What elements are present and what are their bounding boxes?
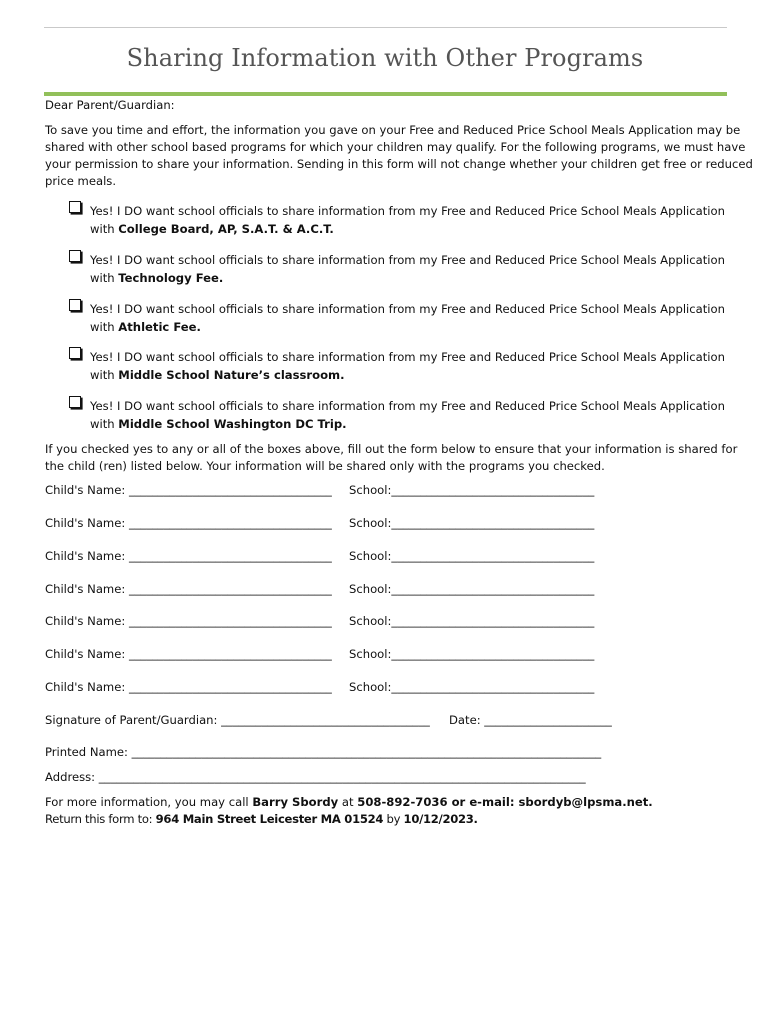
followup-line: the child (ren) listed below. Your information will be shared only with the programs you checked. xyxy=(45,459,605,473)
consent-option-athletic-fee xyxy=(90,300,725,336)
consent-option-college-board xyxy=(90,202,725,238)
consent-suffix: want school officials to share information from my Free and Reduced Price School Meals Application xyxy=(145,350,725,364)
child-name-field[interactable]: Child's Name: ___________________________________ xyxy=(45,647,332,661)
return-prefix: Return this form to: xyxy=(45,812,153,826)
consent-checkbox-athletic-fee[interactable] xyxy=(69,299,81,311)
program-name: Middle School Nature’s classroom. xyxy=(118,368,345,382)
consent-option-technology-fee xyxy=(90,251,725,287)
program-name: Athletic Fee. xyxy=(118,320,201,334)
child-name-field[interactable]: Child's Name: ___________________________________ xyxy=(45,680,332,694)
child-school-field[interactable]: School:___________________________________ xyxy=(349,549,595,563)
title-underline xyxy=(44,92,727,96)
printed-name-field[interactable]: Printed Name: _________________________________________________________________________________ xyxy=(45,745,602,759)
consent-prefix: Yes! I xyxy=(90,204,121,218)
consent-checkbox-technology-fee[interactable] xyxy=(69,250,81,262)
consent-do: DO xyxy=(124,399,143,413)
intro-line: price meals. xyxy=(45,174,117,188)
consent-checkbox-dc-trip[interactable] xyxy=(69,396,81,408)
consent-suffix: want school officials to share information from my Free and Reduced Price School Meals Application xyxy=(145,399,725,413)
return-date: 10/12/2023. xyxy=(403,812,478,826)
consent-with: with xyxy=(90,222,115,236)
consent-prefix: Yes! I xyxy=(90,253,121,267)
consent-with: with xyxy=(90,417,115,431)
child-school-field[interactable]: School:___________________________________ xyxy=(349,647,595,661)
consent-suffix: want school officials to share information from my Free and Reduced Price School Meals Application xyxy=(145,302,725,316)
contact-at: at xyxy=(341,795,354,809)
child-school-field[interactable]: School:___________________________________ xyxy=(349,516,595,530)
child-school-field[interactable]: School:___________________________________ xyxy=(349,582,595,596)
intro-line: To save you time and effort, the information you gave on your Free and Reduced Price School Meals Application may be xyxy=(45,123,741,137)
address-field[interactable]: Address: ____________________________________________________________________________________ xyxy=(45,770,586,784)
consent-with: with xyxy=(90,368,115,382)
followup-line: If you checked yes to any or all of the boxes above, fill out the form below to ensure that your information is shared for xyxy=(45,442,738,456)
contact-name: Barry Sbordy xyxy=(252,795,339,809)
consent-prefix: Yes! I xyxy=(90,302,121,316)
child-school-field[interactable]: School:___________________________________ xyxy=(349,680,595,694)
return-address: 964 Main Street Leicester MA 01524 xyxy=(155,812,384,826)
consent-do: DO xyxy=(124,302,143,316)
consent-suffix: want school officials to share information from my Free and Reduced Price School Meals Application xyxy=(145,253,725,267)
child-school-field[interactable]: School:___________________________________ xyxy=(349,483,595,497)
consent-do: DO xyxy=(124,253,143,267)
program-name: Technology Fee. xyxy=(118,271,224,285)
child-name-field[interactable]: Child's Name: ___________________________________ xyxy=(45,614,332,628)
consent-do: DO xyxy=(124,204,143,218)
signature-field[interactable]: Signature of Parent/Guardian: ____________________________________ xyxy=(45,713,430,727)
child-school-field[interactable]: School:___________________________________ xyxy=(349,614,595,628)
contact-prefix: For more information, you may call xyxy=(45,795,249,809)
date-field[interactable]: Date: ______________________ xyxy=(449,713,612,727)
program-name: Middle School Washington DC Trip. xyxy=(118,417,347,431)
child-name-field[interactable]: Child's Name: ___________________________________ xyxy=(45,549,332,563)
consent-option-dc-trip xyxy=(90,397,725,433)
consent-with: with xyxy=(90,271,115,285)
intro-line: your permission to share your information. Sending in this form will not change whether your children get free or reduced xyxy=(45,157,753,171)
greeting: Dear Parent/Guardian: xyxy=(45,98,175,112)
consent-with: with xyxy=(90,320,115,334)
return-line xyxy=(45,811,478,828)
child-name-field[interactable]: Child's Name: ___________________________________ xyxy=(45,483,332,497)
intro-line: shared with other school based programs for which your children may qualify. For the following programs, we must have xyxy=(45,140,746,154)
consent-checkbox-college-board[interactable] xyxy=(69,201,81,213)
consent-checkbox-natures-classroom[interactable] xyxy=(69,347,81,359)
contact-line xyxy=(45,794,653,811)
return-by: by xyxy=(386,812,401,826)
program-name: College Board, AP, S.A.T. & A.C.T. xyxy=(118,222,334,236)
page-title: Sharing Information with Other Programs xyxy=(126,44,644,72)
child-name-field[interactable]: Child's Name: ___________________________________ xyxy=(45,516,332,530)
consent-prefix: Yes! I xyxy=(90,350,121,364)
consent-prefix: Yes! I xyxy=(90,399,121,413)
followup-paragraph xyxy=(45,441,738,475)
consent-suffix: want school officials to share information from my Free and Reduced Price School Meals Application xyxy=(145,204,725,218)
top-divider xyxy=(44,27,727,28)
contact-phone-email: 508-892-7036 or e-mail: sbordyb@lpsma.net. xyxy=(357,795,653,809)
intro-paragraph xyxy=(45,122,753,190)
child-name-field[interactable]: Child's Name: ___________________________________ xyxy=(45,582,332,596)
consent-option-natures-classroom xyxy=(90,348,725,384)
consent-do: DO xyxy=(124,350,143,364)
